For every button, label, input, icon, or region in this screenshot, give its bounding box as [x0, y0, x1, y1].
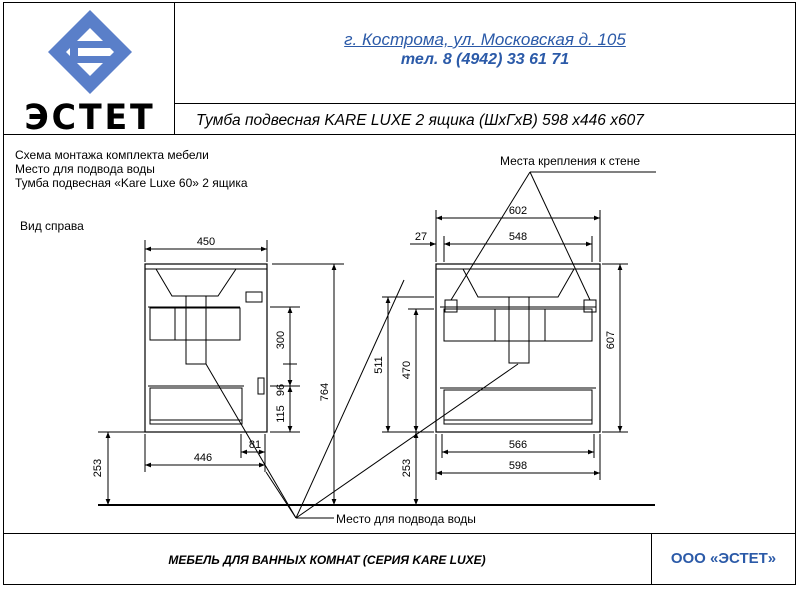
- address-link[interactable]: г. Кострома, ул. Московская д. 105: [344, 30, 626, 49]
- water-supply-label: Место для подвода воды: [336, 512, 476, 526]
- dim-front-470: 470: [401, 360, 413, 380]
- dim-side-96: 96: [275, 383, 287, 397]
- product-title: Тумба подвесная KARE LUXE 2 ящика (ШхГхВ) 598 х446 х607: [196, 112, 644, 129]
- side-view-label: Вид справа: [20, 219, 84, 233]
- dim-side-253: 253: [92, 458, 104, 478]
- brand-wordmark: ЭСТЕТ: [24, 98, 156, 138]
- dim-side-764: 764: [319, 382, 331, 402]
- dim-front-607: 607: [605, 330, 617, 350]
- note-water: Место для подвода воды: [15, 162, 155, 176]
- dim-side-width: 450: [196, 236, 216, 248]
- dim-side-offset: 81: [248, 439, 262, 451]
- note-scheme: Схема монтажа комплекта мебели: [15, 148, 209, 162]
- dim-side-depth: 446: [193, 452, 213, 464]
- dim-front-598: 598: [508, 460, 528, 472]
- dim-side-115: 115: [275, 405, 287, 423]
- dim-front-253: 253: [401, 458, 413, 478]
- dim-side-300: 300: [275, 330, 287, 350]
- footer-series: МЕБЕЛЬ ДЛЯ ВАННЫХ КОМНАТ (СЕРИЯ KARE LUXE): [168, 553, 486, 567]
- dim-front-566: 566: [508, 439, 528, 451]
- footer-company: ООО «ЭСТЕТ»: [670, 550, 777, 567]
- phone-number: тел. 8 (4942) 33 61 71: [400, 51, 570, 68]
- dim-front-511: 511: [373, 356, 385, 374]
- wall-mount-label: Места крепления к стене: [500, 154, 641, 168]
- dim-front-548: 548: [508, 231, 528, 243]
- note-product: Тумба подвесная «Kare Luxe 60» 2 ящика: [15, 176, 248, 190]
- dim-front-602: 602: [508, 205, 528, 217]
- dim-front-27: 27: [414, 231, 428, 243]
